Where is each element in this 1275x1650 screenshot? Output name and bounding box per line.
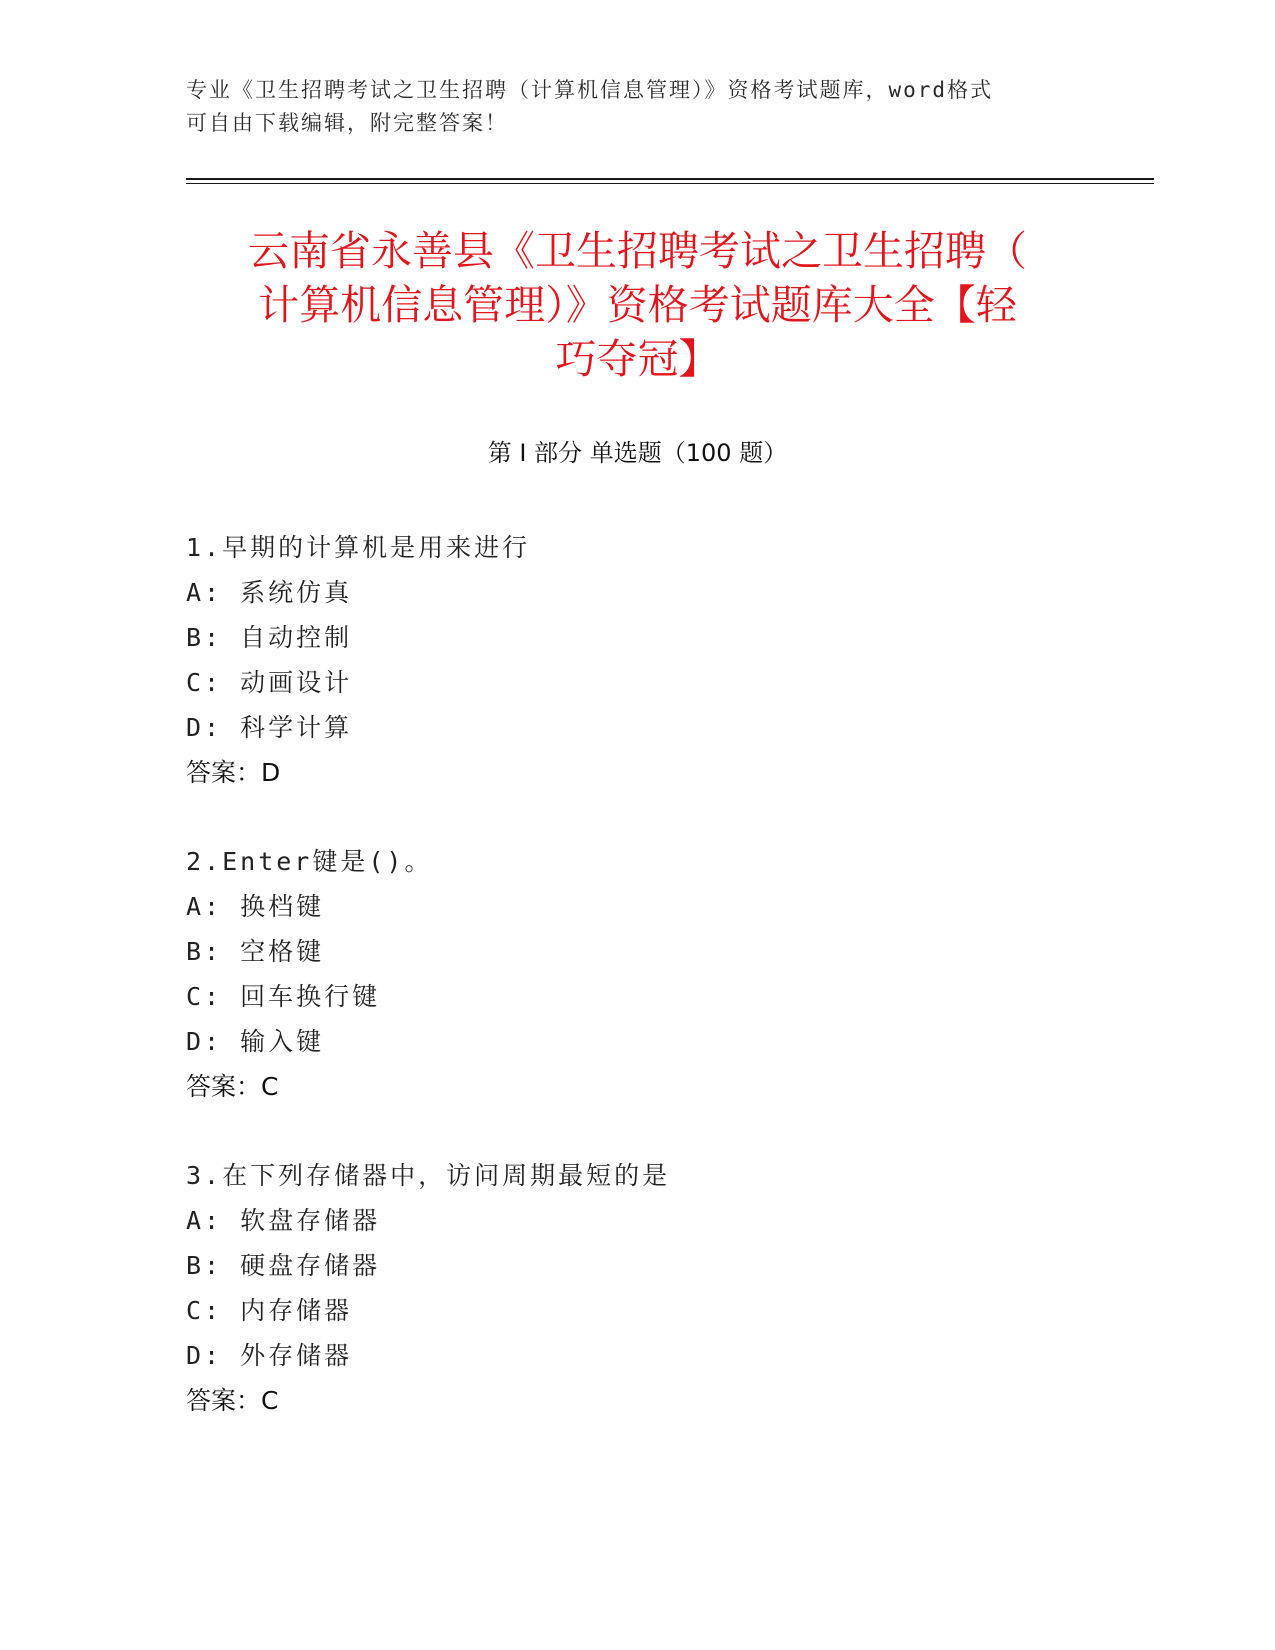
option-b: B: 空格键 — [186, 937, 325, 966]
question-stem: 1.早期的计算机是用来进行 — [186, 533, 531, 562]
header-note-line-1: 专业《卫生招聘考试之卫生招聘（计算机信息管理）》资格考试题库，word格式 — [186, 78, 994, 102]
document-title — [150, 224, 1125, 386]
option-d: D: 科学计算 — [186, 713, 353, 742]
header-divider-thin — [186, 183, 1154, 184]
document-title-line-3: 巧夺冠】 — [555, 335, 720, 383]
question-2 — [186, 839, 1086, 1109]
question-stem: 3.在下列存储器中，访问周期最短的是 — [186, 1161, 671, 1190]
option-c: C: 动画设计 — [186, 668, 353, 697]
document-title-line-1: 云南省永善县《卫生招聘考试之卫生招聘（ — [248, 227, 1027, 275]
answer: 答案：C — [186, 1386, 279, 1415]
option-c: C: 内存储器 — [186, 1296, 353, 1325]
option-a: A: 系统仿真 — [186, 578, 353, 607]
option-b: B: 自动控制 — [186, 623, 353, 652]
option-a: A: 换档键 — [186, 892, 325, 921]
answer: 答案：C — [186, 1072, 279, 1101]
header-note — [186, 74, 1066, 140]
option-c: C: 回车换行键 — [186, 982, 381, 1011]
section-heading: 第 I 部分 单选题（100 题） — [487, 439, 788, 467]
header-divider-thick — [186, 178, 1154, 180]
option-d: D: 输入键 — [186, 1027, 325, 1056]
document-title-line-2: 计算机信息管理）》资格考试题库大全【轻 — [258, 281, 1017, 329]
answer: 答案：D — [186, 758, 281, 787]
option-d: D: 外存储器 — [186, 1341, 353, 1370]
question-stem: 2.Enter键是()。 — [186, 847, 433, 876]
question-3 — [186, 1153, 1086, 1423]
question-1 — [186, 525, 1086, 795]
question-list — [186, 525, 1086, 1467]
header-note-line-2: 可自由下载编辑，附完整答案！ — [186, 111, 508, 135]
option-a: A: 软盘存储器 — [186, 1206, 381, 1235]
option-b: B: 硬盘存储器 — [186, 1251, 381, 1280]
